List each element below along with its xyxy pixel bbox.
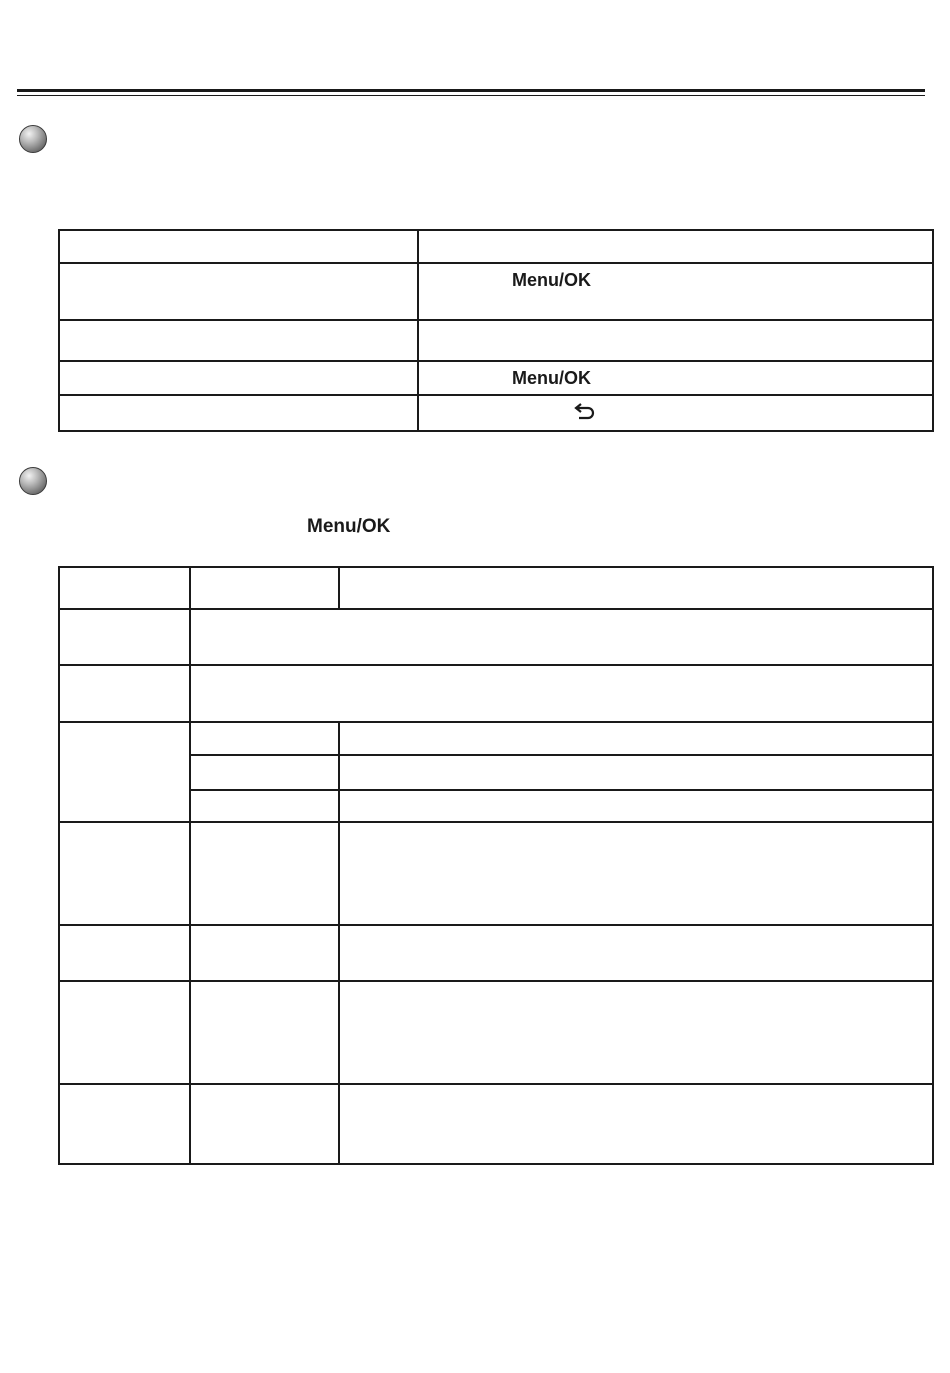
table-cell bbox=[339, 755, 933, 790]
table-row bbox=[59, 981, 933, 1084]
table-cell bbox=[190, 1084, 339, 1164]
table-row bbox=[59, 790, 933, 822]
controls-table bbox=[58, 229, 934, 432]
table-row bbox=[59, 822, 933, 925]
table-cell bbox=[59, 230, 418, 263]
table-row bbox=[59, 263, 933, 320]
table-cell bbox=[190, 981, 339, 1084]
table-cell bbox=[59, 395, 418, 431]
table-cell bbox=[339, 722, 933, 755]
table-cell bbox=[339, 981, 933, 1084]
table-row bbox=[59, 567, 933, 609]
table-cell bbox=[59, 665, 190, 722]
menu-ok-key-label: Menu/OK bbox=[307, 516, 391, 537]
table-cell bbox=[59, 822, 190, 925]
table-row bbox=[59, 320, 933, 361]
table-cell bbox=[190, 925, 339, 981]
table-row bbox=[59, 361, 933, 395]
menu-settings-table bbox=[58, 566, 934, 1165]
header-rule-thin bbox=[17, 95, 925, 96]
table-cell bbox=[339, 790, 933, 822]
table-cell bbox=[190, 567, 339, 609]
table-cell bbox=[418, 263, 933, 320]
table-cell bbox=[190, 665, 933, 722]
header-rule-thick bbox=[17, 89, 925, 92]
return-arrow-icon bbox=[573, 401, 597, 426]
table-cell bbox=[339, 822, 933, 925]
table-cell bbox=[59, 609, 190, 665]
table-row bbox=[59, 722, 933, 755]
table-cell bbox=[339, 925, 933, 981]
table-cell bbox=[418, 320, 933, 361]
table-cell bbox=[190, 755, 339, 790]
table-row bbox=[59, 230, 933, 263]
table-cell bbox=[59, 981, 190, 1084]
table-row bbox=[59, 609, 933, 665]
table-cell bbox=[339, 567, 933, 609]
table-cell bbox=[339, 1084, 933, 1164]
table-cell bbox=[418, 230, 933, 263]
menu-ok-key-label: Menu/OK bbox=[512, 367, 591, 388]
table-cell bbox=[59, 925, 190, 981]
table-cell bbox=[59, 361, 418, 395]
section2-bullet-icon bbox=[19, 467, 47, 495]
table-row bbox=[59, 755, 933, 790]
table-cell bbox=[418, 395, 933, 431]
table-cell bbox=[190, 609, 933, 665]
table-row bbox=[59, 1084, 933, 1164]
table-cell bbox=[190, 722, 339, 755]
table-cell bbox=[59, 722, 190, 822]
table-cell bbox=[190, 790, 339, 822]
section1-bullet-icon bbox=[19, 125, 47, 153]
table-cell bbox=[59, 263, 418, 320]
table-cell bbox=[59, 1084, 190, 1164]
table-cell bbox=[418, 361, 933, 395]
table-cell bbox=[59, 320, 418, 361]
table-row bbox=[59, 925, 933, 981]
table-cell bbox=[59, 567, 190, 609]
table-row bbox=[59, 395, 933, 431]
menu-ok-key-label: Menu/OK bbox=[512, 270, 591, 290]
table-cell bbox=[190, 822, 339, 925]
table-row bbox=[59, 665, 933, 722]
